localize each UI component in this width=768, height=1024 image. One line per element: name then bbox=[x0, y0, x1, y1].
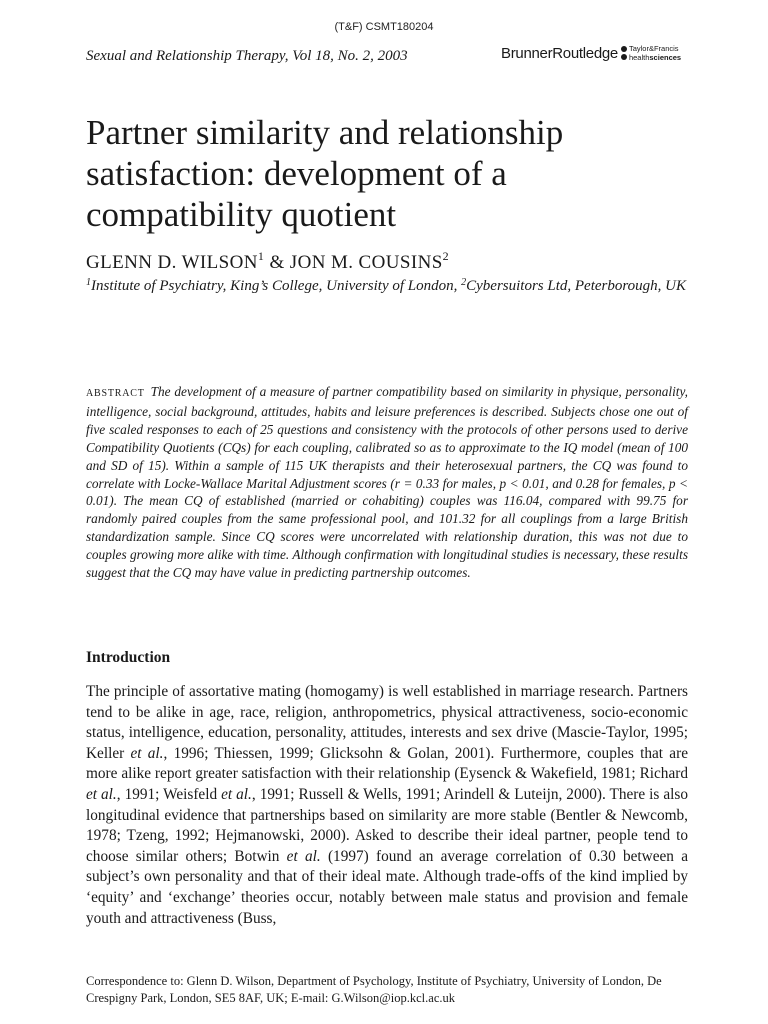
manuscript-reference-code: (T&F) CSMT180204 bbox=[334, 21, 434, 33]
author-list bbox=[86, 249, 449, 274]
publisher-name: BrunnerRoutledge bbox=[501, 44, 618, 62]
affiliation-marker: 2 bbox=[461, 277, 467, 288]
correspondence-footnote: Correspondence to: Glenn D. Wilson, Department of Psychology, Institute of Psychiatry, University of London, De Crespigny Park, London, SE5 8AF, UK; E-mail: G.Wilson@iop.kcl.ac.uk bbox=[86, 974, 662, 1005]
section-heading-introduction: Introduction bbox=[86, 649, 171, 666]
et-al-italic: et al. bbox=[221, 785, 252, 803]
author-name: GLENN D. WILSON bbox=[86, 252, 258, 273]
author-separator: & bbox=[264, 252, 290, 273]
abstract-text: The development of a measure of partner compatibility based on similarity in physique, personality, intelligence, social background, attitudes, habits and leisure preferences is described. Subjects chose one out of five scaled responses to each of 25 questions and consistency with the protocols of other persons used to derive Compatibility Quotients (CQs) for each coupling, calibrated so as to approximate to the IQ model (mean of 100 and SD of 15). Within a sample of 115 UK therapists and their heterosexual partners, the CQ was found to correlate with Locke-Wallace Marital Adjustment scores (r = 0.33 for males, p < 0.01, and 0.28 for females, p < 0.01). The mean CQ of established (married or cohabiting) couples was 116.04, compared with 99.75 for randomly paired couples from the same professional pool, and 101.32 for all couplings from a large British standardization sample. Since CQ scores were uncorrelated with relationship duration, this was not due to couples growing more alike with time. Although confirmation with longitudinal studies is necessary, these results suggest that the CQ may have value in predicting partnership outcomes. bbox=[86, 384, 688, 581]
journal-citation: Sexual and Relationship Therapy, Vol 18, No. 2, 2003 bbox=[86, 48, 408, 64]
taylor-francis-icon bbox=[621, 46, 627, 60]
article-title: Partner similarity and relationship satisfaction: development of a compatibility quotient bbox=[86, 113, 564, 234]
et-al-italic: et al. bbox=[86, 785, 117, 803]
affiliation-marker: 1 bbox=[86, 277, 91, 288]
et-al-italic: et al. bbox=[130, 744, 164, 762]
body-text-segment: , 1991; Russell & Wells, 1991; Arindell & Luteijn, 2000). There is also longitudinal evidence that partnerships based on similarity are more stable (Bentler & Newcomb, 1978; Tzeng, 1992; Hejmanowski, 2000). Asked to describe their ideal partner, people tend to choose similar others; Botwin bbox=[86, 785, 689, 865]
introduction-paragraph bbox=[86, 682, 688, 929]
body-text-segment: , 1991; Weisfeld bbox=[116, 785, 222, 803]
body-text-segment: (1997) found an average correlation of 0.30 between a subject’s own personality and that of their ideal mate. Although trade-offs of the kind implied by ‘equity’ and ‘exchange’ theories occur, notably between male status and provision and female youth and attractiveness (Buss, bbox=[86, 847, 688, 927]
abstract-label: ABSTRACT bbox=[86, 388, 145, 399]
et-al-italic: et al. bbox=[286, 847, 321, 865]
affiliation-text: Institute of Psychiatry, King’s College, University of London, bbox=[91, 278, 462, 294]
affiliation-text: Cybersuitors Ltd, Peterborough, UK bbox=[466, 278, 686, 294]
body-text-segment: The principle of assortative mating (homogamy) is well established in marriage research. Partners tend to be alike in age, race, religion, anthropometrics, physical attractiveness, socio-economic status, intelligence, education, personality, attitudes, interests and sex drive (Mascie-Taylor, 1995; Keller bbox=[86, 683, 688, 762]
affiliation-marker: 1 bbox=[257, 249, 265, 263]
author-name: JON M. COUSINS bbox=[289, 252, 443, 273]
publisher-imprint-line-1: Taylor&Francis bbox=[628, 44, 679, 53]
abstract-block bbox=[86, 383, 688, 582]
publisher-imprint bbox=[629, 44, 681, 62]
publisher-imprint-line-2a: health bbox=[628, 53, 650, 62]
publisher-imprint-line-2b: sciences bbox=[649, 53, 682, 62]
body-text-segment: , 1996; Thiessen, 1999; Glicksohn & Golan, 2001). Furthermore, couples that are more alike report greater satisfaction with their relationship (Eysenck & Wakefield, 1981; Richard bbox=[86, 744, 688, 783]
affiliation-marker: 2 bbox=[442, 249, 450, 263]
author-affiliations bbox=[86, 273, 686, 296]
publisher-logo bbox=[501, 44, 681, 62]
